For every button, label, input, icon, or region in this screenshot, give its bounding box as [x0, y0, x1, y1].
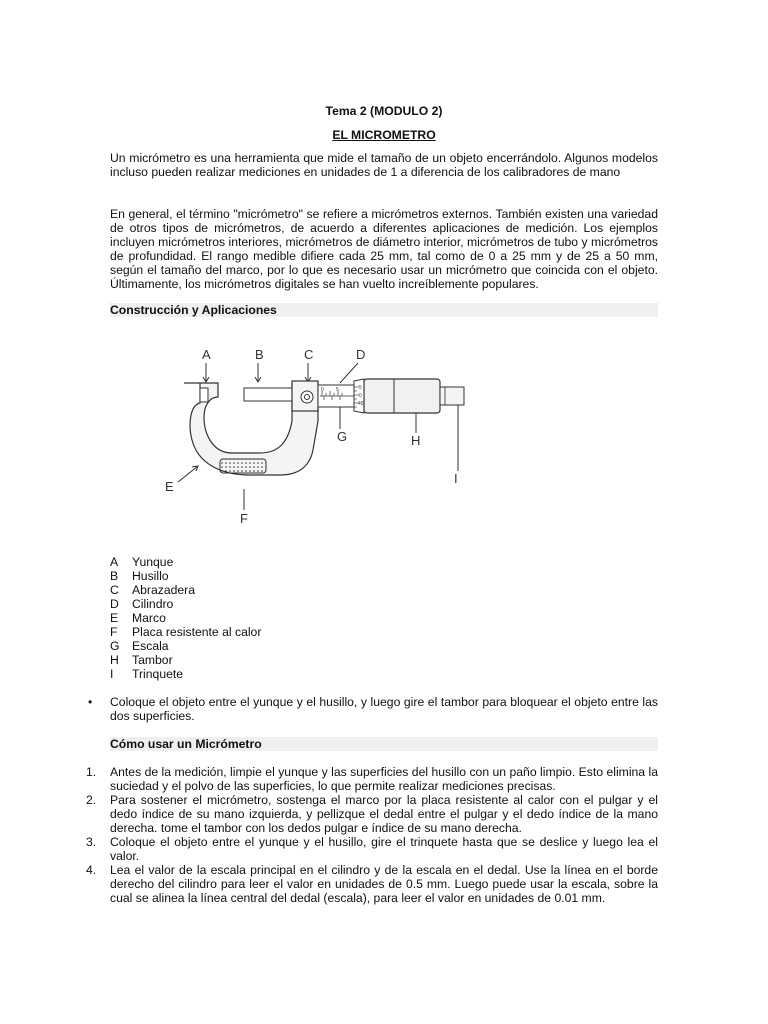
bullet-symbol: •	[88, 695, 93, 709]
heat-plate-shape	[220, 459, 266, 473]
label-a: A	[202, 347, 211, 362]
list-item: H Tambor	[110, 653, 173, 667]
steps-list	[86, 765, 658, 905]
list-item: 2. Para sostener el micrómetro, sostenga el marco por la placa resistente al calor con el pulgar y el dedo índice de su mano izquierda, y pellizque el dedal entre el pulgar y el dedo índice de la mano derecha. tome el tambor con los dedos pulgar e índice de su mano derecha.	[86, 793, 658, 835]
list-item: 4. Lea el valor de la escala principal en el cilindro y de la escala en el dedal. Use la línea en el borde derecho del cilindro para leer el valor en unidades de 0.5 mm. Luego puede usar la escala, sobre la cual se alinea la línea central del dedal (escala), para leer el valor en unidades de 0.01 mm.	[86, 863, 658, 905]
thimble-scale-5: 5	[359, 385, 362, 391]
document-page	[86, 104, 658, 905]
thimble-scale-0: 0	[359, 393, 362, 399]
micrometer-illustration	[160, 325, 540, 535]
list-item: E Marco	[110, 611, 166, 625]
list-item: A Yunque	[110, 555, 174, 569]
list-item: G Escala	[110, 639, 169, 653]
label-e: E	[165, 479, 174, 494]
label-i: I	[454, 471, 458, 486]
list-item: 1. Antes de la medición, limpie el yunque y las superficies del husillo con un paño limpio. Esto elimina la suciedad y el polvo de las superficies, lo que permite realizar mediciones precisas.	[86, 765, 658, 793]
document-subtitle: EL MICROMETRO	[332, 128, 436, 142]
list-item: B Husillo	[110, 569, 169, 583]
thimble-scale-45: 45	[358, 401, 364, 407]
document-title: Tema 2 (MODULO 2)	[325, 104, 443, 118]
sleeve-scale-0: 0	[321, 387, 324, 393]
list-item: D Cilindro	[110, 597, 174, 611]
anvil-shape	[200, 388, 208, 402]
intro-paragraph-1: Un micrómetro es una herramienta que mide el tamaño de un objeto encerrándolo. Algunos modelos incluso pueden realizar mediciones en unidades de 1 a diferencia de los calibradores de mano	[110, 151, 658, 179]
ratchet-shape	[440, 387, 464, 405]
label-d: D	[356, 347, 366, 362]
list-item: C Abrazadera	[110, 583, 196, 597]
bullet-text: Coloque el objeto entre el yunque y el husillo, y luego gire el tambor para bloquear el objeto entre las dos superficies.	[110, 695, 658, 723]
sleeve-scale-5: 5	[336, 387, 339, 393]
label-c: C	[304, 347, 314, 362]
intro-paragraph-2: En general, el término "micrómetro" se refiere a micrómetros externos. También existen una variedad de otros tipos de micrómetros, de acuerdo a diferentes aplicaciones de medición. Los ejemplos incluyen micrómetros interiores, micrómetros de diámetro interior, micrómetros de tubo y micrómetros de profundidad. El rango medible difiere cada 25 mm, tal como de 0 a 25 mm y de 25 a 50 mm, según el tamaño del marco, por lo que es necesario usar un micrómetro que coincida con el objeto. Últimamente, los micrómetros digitales se han vuelto increíblemente populares.	[110, 207, 658, 291]
list-item: F Placa resistente al calor	[110, 625, 262, 639]
list-item: 3. Coloque el objeto entre el yunque y el husillo, gire el trinquete hasta que se deslice y luego lea el valor.	[86, 835, 658, 863]
section-heading-how-to-use: Cómo usar un Micrómetro	[110, 737, 658, 751]
label-f: F	[240, 511, 248, 526]
label-h: H	[411, 433, 421, 448]
bullet-item	[88, 695, 658, 723]
drum-shape	[364, 379, 440, 413]
list-item: I Trinquete	[110, 667, 184, 681]
label-b: B	[255, 347, 264, 362]
parts-list	[110, 555, 658, 681]
micrometer-diagram	[110, 325, 658, 543]
spindle-shape	[244, 388, 292, 401]
label-g: G	[337, 429, 348, 444]
section-heading-construction: Construcción y Aplicaciones	[110, 303, 658, 317]
